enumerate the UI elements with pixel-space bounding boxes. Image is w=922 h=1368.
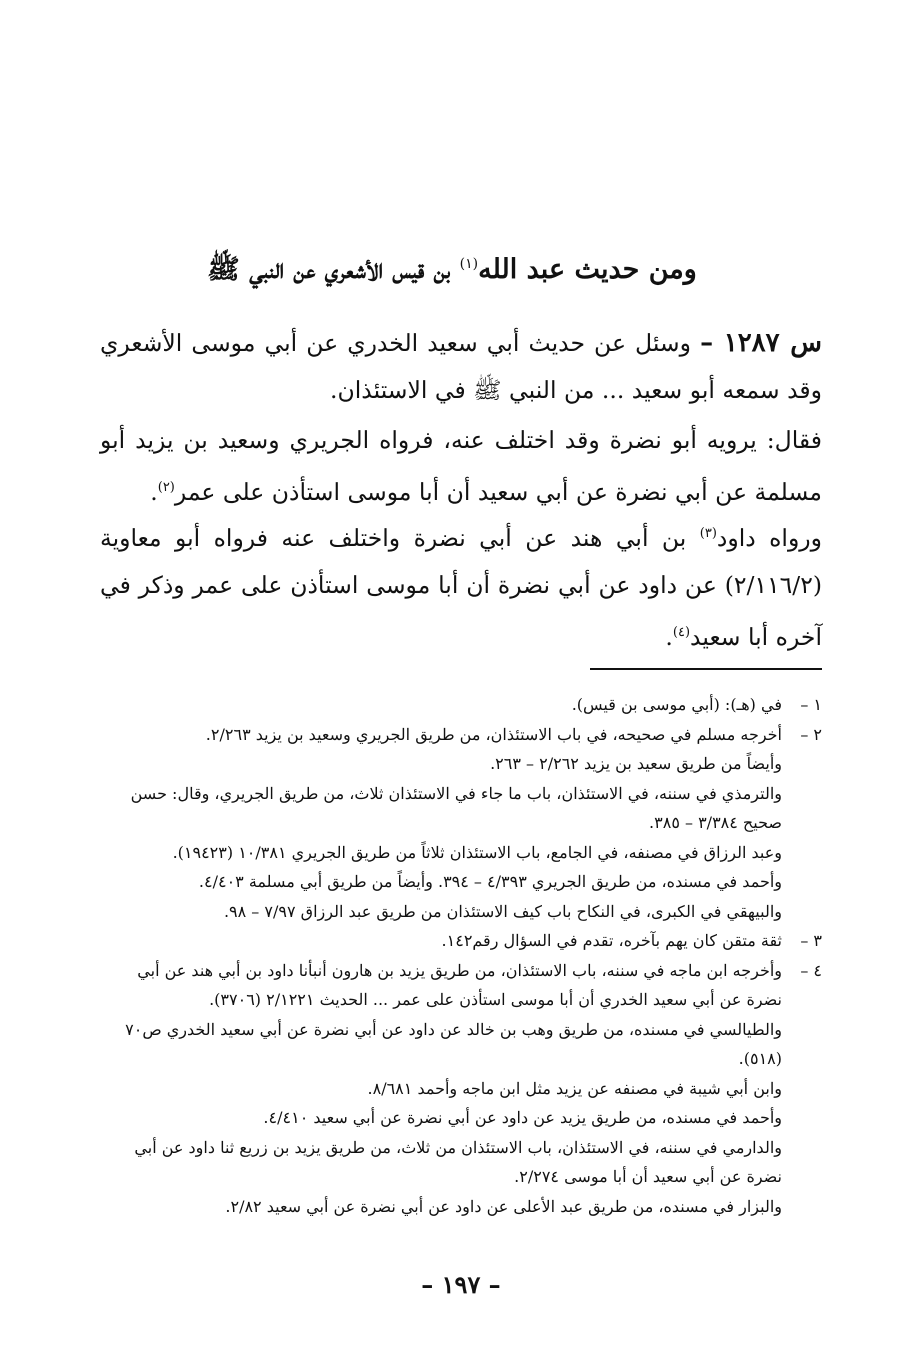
footnote-line: ثقة متقن كان يهم بآخره، تقدم في السؤال رقم١٤٢. <box>441 931 782 950</box>
page-number: – ١٩٧ – <box>421 1270 501 1299</box>
footnote-line: أخرجه مسلم في صحيحه، في باب الاستئذان، من طريق الجريري وسعيد بن يزيد ٢/٢٦٣. <box>205 724 782 744</box>
footnote-line: وابن أبي شيبة في مصنفه عن يزيد مثل ابن ماجه وأحمد ٨/٦٨١. <box>367 1078 782 1098</box>
footnote-line: وعبد الرزاق في مصنفه، في الجامع، باب الاستئذان ثلاثاً من طريق الجريري ١٠/٣٨١ (١٩٤٢٣). <box>172 842 782 862</box>
section-heading <box>142 244 762 290</box>
footnote-1 <box>100 690 822 720</box>
footnote-3 <box>100 926 822 956</box>
footnote-line: وأحمد في مسنده، من طريق يزيد عن داود عن أبي نضرة عن أبي سعيد ٤/٤١٠. <box>263 1108 782 1127</box>
question-text: وسئل عن حديث أبي سعيد الخدري عن أبي موسى الأشعري وقد سمعه أبو سعيد ... من النبي ﷺ في الاستئذان. <box>100 329 822 404</box>
footnote-2 <box>100 720 822 927</box>
answer-end-2: . <box>665 622 673 651</box>
footnote-line: والبيهقي في الكبرى، في النكاح باب كيف الاستئذان من طريق عبد الرزاق ٧/٩٧ – ٩٨. <box>223 901 782 921</box>
footnote-number: ٣ – <box>800 931 822 950</box>
footnote-number: ٤ – <box>800 960 822 980</box>
footnote-ref-3[interactable]: (٣) <box>699 526 717 541</box>
answer-paragraph-2 <box>100 510 822 661</box>
footnote-ref-2[interactable]: (٢) <box>157 480 175 495</box>
heading-text-end: بن قيس الأشعري عن النبي ﷺ <box>207 254 460 285</box>
footnote-line: في (هـ): (أبي موسى بن قيس). <box>571 695 782 714</box>
answer-paragraph-1 <box>100 417 822 516</box>
footnotes <box>100 690 822 1221</box>
footnote-line: وأيضاً من طريق سعيد بن يزيد ٢/٢٦٢ – ٢٦٣. <box>490 754 782 773</box>
answer-end-1: . <box>150 477 158 506</box>
answer-text-1: فقال: يرويه أبو نضرة وقد اختلف عنه، فرواه الجريري وسعيد بن يزيد أبو مسلمة عن أبي نضرة عن أبي سعيد أن أبا موسى استأذن على عمر <box>100 426 822 506</box>
footnote-line: وأحمد في مسنده، من طريق الجريري ٤/٣٩٣ – ٣٩٤. وأيضاً من طريق أبي مسلمة ٤/٤٠٣. <box>198 872 782 891</box>
footnote-ref-1[interactable]: (١) <box>459 256 479 272</box>
footnote-line: والبزار في مسنده، من طريق عبد الأعلى عن داود عن أبي نضرة عن أبي سعيد ٢/٨٢. <box>225 1196 782 1216</box>
footnote-line: والترمذي في سننه، في الاستئذان، باب ما جاء في الاستئذان ثلاث، من طريق الجريري، وقال: حسن صحيح ٣/٣٨٤ – ٣٨٥. <box>130 783 782 832</box>
answer-text-2b: بن أبي هند عن أبي نضرة واختلف عنه فرواه أبو معاوية (٢/١١٦/٢) عن داود عن أبي نضرة أن أبا موسى استأذن على عمر وذكر في آخره أبا سعيد <box>100 523 822 651</box>
question-paragraph <box>100 320 822 414</box>
footnote-line: والطيالسي في مسنده، من طريق وهب بن خالد عن داود عن أبي نضرة عن أبي سعيد الخدري ص٧٠ (٥١٨). <box>125 1019 782 1068</box>
footnote-number: ١ – <box>800 695 822 714</box>
footnote-4 <box>100 956 822 1222</box>
footnote-line: والدارمي في سننه، في الاستئذان، باب الاستئذان من ثلاث، من طريق يزيد بن زريع ثنا داود عن أبي نضرة عن أبي سعيد أن أبا موسى ٢/٢٧٤. <box>134 1137 782 1186</box>
footnote-number: ٢ – <box>800 724 822 744</box>
footnote-separator <box>590 668 822 670</box>
footnote-ref-4[interactable]: (٤) <box>672 624 691 640</box>
footnote-line: وأخرجه ابن ماجه في سننه، باب الاستئذان، من طريق يزيد بن هارون أنبأنا داود بن أبي هند عن أبي نضرة عن أبي سعيد الخدري أن أبا موسى استأذن على عمر ... الحديث ٢/١٢٢١ (٣٧٠٦). <box>137 960 782 1009</box>
answer-text-2a: ورواه داود <box>716 523 823 552</box>
heading-text: ومن حديث عبد الله <box>478 254 697 285</box>
question-number: س ١٢٨٧ – <box>700 328 822 358</box>
